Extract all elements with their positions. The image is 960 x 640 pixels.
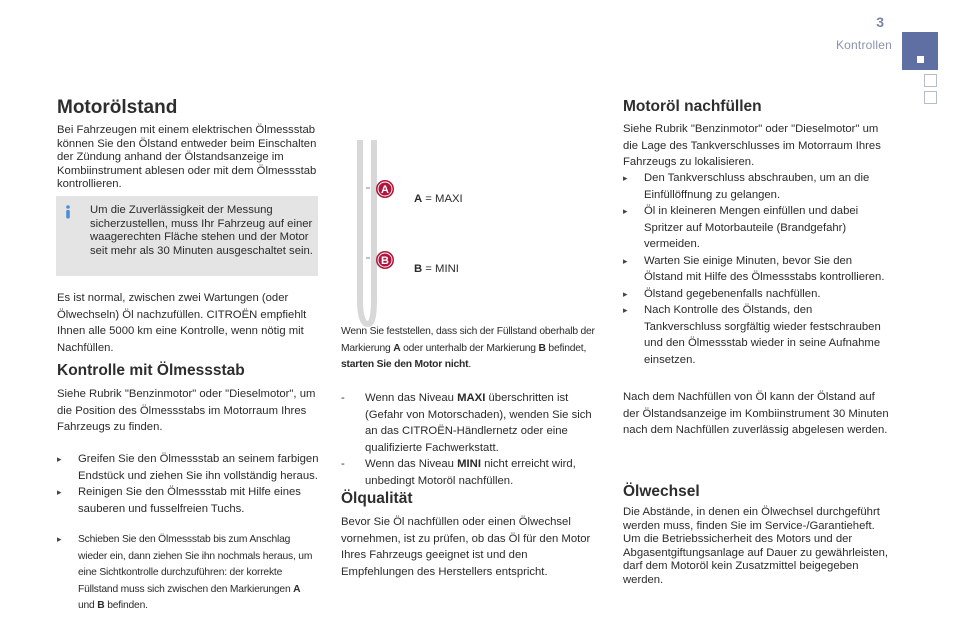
bullet-icon: ▸ [623,288,628,299]
list-item: - Wenn das Niveau MINI nicht erreicht wird, unbedingt Motoröl nachfüllen. [341,458,576,487]
title-oelqualitaet: Ölqualität [341,490,413,507]
refill-note: Nach dem Nachfüllen von Öl kann der Ölstand auf der Ölstandsanzeige im Kombiinstrument 30 Minuten nach dem Nachfüllen zuverlässig abgelesen werden. [623,391,889,436]
list-item: ▸ Warten Sie einige Minuten, bevor Sie den Ölstand mit Hilfe des Ölmessstabs kontrollieren. [623,254,885,283]
info-note [56,196,318,276]
bullet-icon: ▸ [623,206,628,216]
dipstick-steps [57,451,319,517]
refill-intro: Siehe Rubrik "Benzinmotor" oder "Dieselmotor" um die Lage des Tankverschlusses im Motorraum Ihres Fahrzeugs zu lokalisieren. [623,123,881,168]
oil-change-text: Die Abstände, in denen ein Ölwechsel durchgeführt werden muss, finden Sie im Service-/Garantieheft. Um die Betriebssicherheit des Motors und der Abgasentgiftungsanlage auf Dauer zu gewährleisten, darf dem Motoröl kein Zusatzmittel beigegeben werden. [623,506,889,586]
level-warning: Wenn Sie feststellen, dass sich der Füllstand oberhalb der Markierung A oder unterhalb der Markierung B befindet, starten Sie den Motor nicht. [341,326,595,371]
chapter-title: Kontrollen [835,38,892,52]
marker-a-icon [376,180,394,198]
maintenance-paragraph: Es ist normal, zwischen zwei Wartungen (oder Ölwechseln) Öl nachzufüllen. CITROËN empfiehlt Ihnen alle 5000 km eine Kontrolle, wenn nötig mit Nachfüllen. [57,292,307,354]
bullet-icon: ▸ [57,487,62,497]
bullet-icon: ▸ [623,305,628,315]
list-item: ▸ Greifen Sie den Ölmessstab an seinem farbigen Endstück und ziehen Sie ihn vollständig heraus. [57,453,319,482]
bullet-icon: ▸ [623,255,628,266]
list-item: ▸ Nach Kontrolle des Ölstands, den Tankverschluss sorgfältig wieder festschrauben und den Ölmessstab wieder in seine Aufnahme einsetzen. [623,304,881,366]
bullet-icon: ▸ [57,534,62,544]
page-number: 3 [876,14,884,30]
intro-paragraph: Bei Fahrzeugen mit einem elektrischen Ölmessstab können Sie den Ölstand entweder beim Einschalten der Zündung anhand der Ölstandsanzeige im Kombiinstrument ablesen oder mit dem Ölmessstab kontrollieren. [57,124,317,191]
bullet-icon: ▸ [57,454,62,464]
refill-steps [623,170,889,368]
chapter-tab-marker [917,56,924,63]
info-note-text: Um die Zuverlässigkeit der Messung sicherzustellen, muss Ihr Fahrzeug auf einer waagerechten Fläche stehen und der Motor seit mehr als 30 Minuten ausgeschaltet sein. [90,204,313,257]
list-item: ▸ Öl in kleineren Mengen einfüllen und dabei Spritzer auf Motorbauteile (Brandgefahr) vermeiden. [623,205,859,250]
dipstick-intro: Siehe Rubrik "Benzinmotor" oder "Dieselmotor", um die Position des Ölmessstabs im Motorraum Ihres Fahrzeugs zu finden. [57,388,316,433]
list-item: ▸ Reinigen Sie den Ölmessstab mit Hilfe eines sauberen und fusselfreien Tuchs. [57,486,301,515]
level-cases [341,390,603,489]
title-motoroel-nachfuellen: Motoröl nachfüllen [623,98,762,115]
title-motoroelstand: Motorölstand [57,97,178,118]
dipstick-final-step: ▸ Schieben Sie den Ölmessstab bis zum Anschlag wieder ein, dann ziehen Sie ihn nochmals heraus, um eine Sichtkontrolle durchzuführen: der korrekte Füllstand muss sich zwischen den Markierungen A und B befinden. [57,532,319,615]
dipstick-illustration [348,140,468,330]
label-maxi: A = MAXI [414,193,463,205]
chapter-box-2 [924,91,937,104]
marker-b-icon [376,251,394,269]
label-mini: B = MINI [414,263,459,275]
svg-text:A: A [381,184,389,196]
title-kontrolle-mit-oelmessstab: Kontrolle mit Ölmessstab [57,362,245,379]
oil-quality-text: Bevor Sie Öl nachfüllen oder einen Ölwechsel vornehmen, ist zu prüfen, ob das Öl für den Motor Ihres Fahrzeugs geeignet ist und den Empfehlungen des Herstellers entspricht. [341,516,591,578]
list-item: - Wenn das Niveau MAXI überschritten ist (Gefahr von Motorschaden), wenden Sie sich an das CITROËN-Händlernetz oder eine qualifizierte Fachwerkstatt. [341,392,592,454]
svg-text:B: B [381,255,389,267]
list-item: ▸ Ölstand gegebenenfalls nachfüllen. [623,286,889,303]
chapter-tab [902,32,938,70]
bullet-icon: ▸ [623,173,628,183]
title-oelwechsel: Ölwechsel [623,483,700,500]
chapter-box-1 [924,74,937,87]
info-icon [63,205,73,219]
list-item: ▸ Den Tankverschluss abschrauben, um an die Einfüllöffnung zu gelangen. [623,172,870,201]
